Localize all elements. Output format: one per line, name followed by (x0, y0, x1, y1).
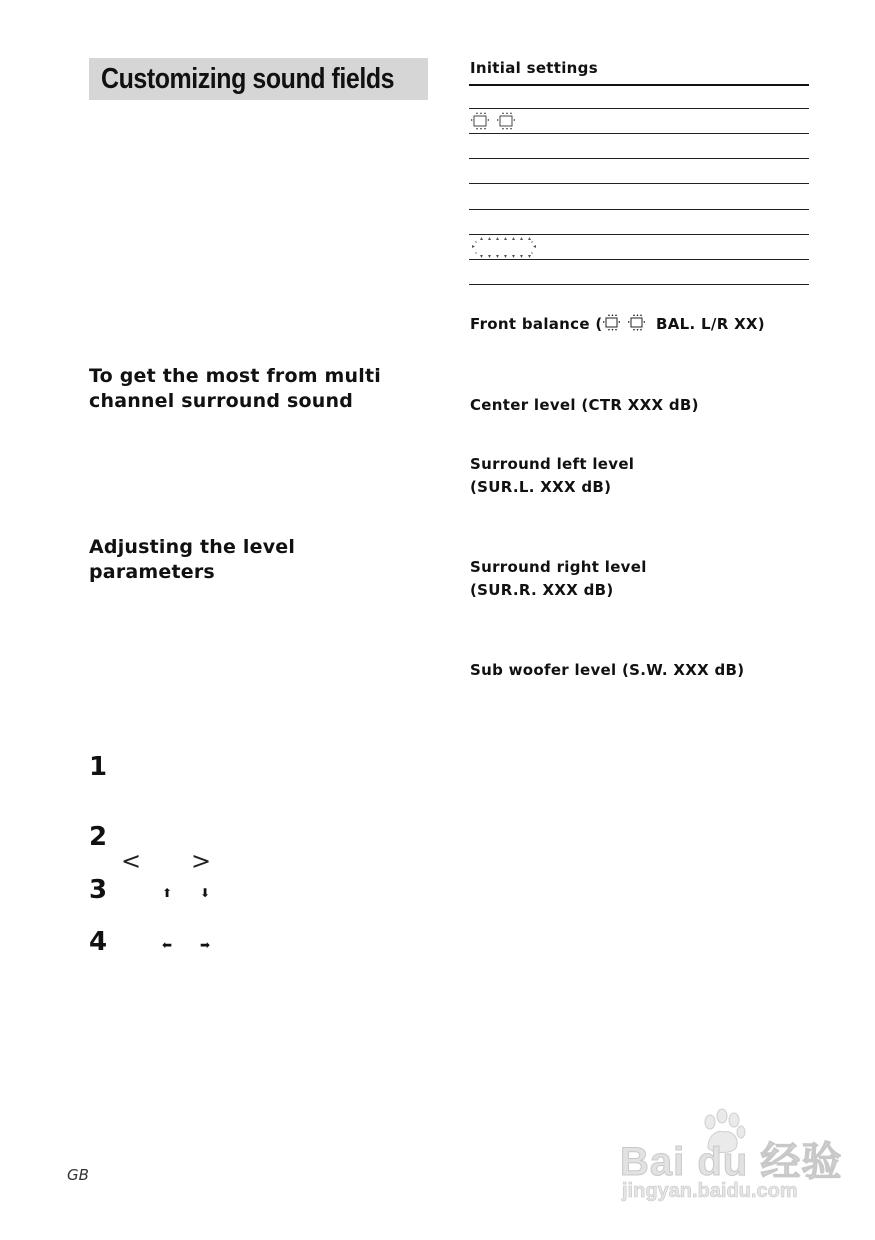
heading-level-line1: Adjusting the level (89, 536, 296, 558)
table-rule (469, 158, 809, 159)
table-rule-top (469, 84, 809, 86)
step-number-1: 1 (89, 752, 108, 782)
param-center-level: Center level (CTR XXX dB) (470, 396, 699, 414)
param-surround-left-line1: Surround left level (470, 455, 635, 473)
table-rule (469, 133, 809, 134)
heading-level-line2: parameters (89, 561, 215, 583)
table-rule (469, 209, 809, 210)
param-front-balance-prefix: Front balance ( (470, 315, 603, 333)
heading-multi-channel-line1: To get the most from multi (89, 365, 381, 387)
section-title-band (89, 58, 428, 100)
arrow-up-icon: ⬆ (162, 886, 173, 900)
param-surround-left-line2: (SUR.L. XXX dB) (470, 478, 612, 496)
page-footer-code: GB (67, 1166, 89, 1184)
param-sub-woofer-level: Sub woofer level (S.W. XXX dB) (470, 661, 745, 679)
step-number-4: 4 (89, 927, 108, 957)
speaker-pair-icon (470, 112, 522, 132)
param-front-balance (470, 313, 765, 336)
table-rule (469, 183, 809, 184)
arrow-down-icon: ⬇ (200, 886, 211, 900)
step-number-2: 2 (89, 822, 108, 852)
watermark-url: jingyan.baidu.com (622, 1180, 798, 1202)
front-speakers-icon (603, 314, 651, 332)
param-surround-right-line1: Surround right level (470, 558, 647, 576)
table-rule (469, 234, 809, 235)
arrow-left-icon: ⬅ (162, 938, 173, 952)
surround-speakers-icon (470, 236, 540, 260)
step-number-3: 3 (89, 875, 108, 905)
initial-settings-title: Initial settings (470, 59, 598, 77)
heading-multi-channel (89, 364, 381, 414)
param-front-balance-suffix: BAL. L/R XX) (650, 315, 765, 333)
baidu-watermark (620, 1108, 843, 1208)
heading-level-parameters (89, 535, 295, 585)
arrow-right-icon: ➡ (200, 938, 211, 952)
param-surround-right-line2: (SUR.R. XXX dB) (470, 581, 614, 599)
angle-right-icon: > (191, 847, 212, 875)
table-rule (469, 108, 809, 109)
watermark-brand: Bai du 经验 (620, 1140, 843, 1184)
table-rule-bottom (469, 284, 809, 285)
page-title: Customizing sound fields (101, 63, 395, 95)
heading-multi-channel-line2: channel surround sound (89, 390, 353, 412)
angle-left-icon: < (121, 847, 142, 875)
